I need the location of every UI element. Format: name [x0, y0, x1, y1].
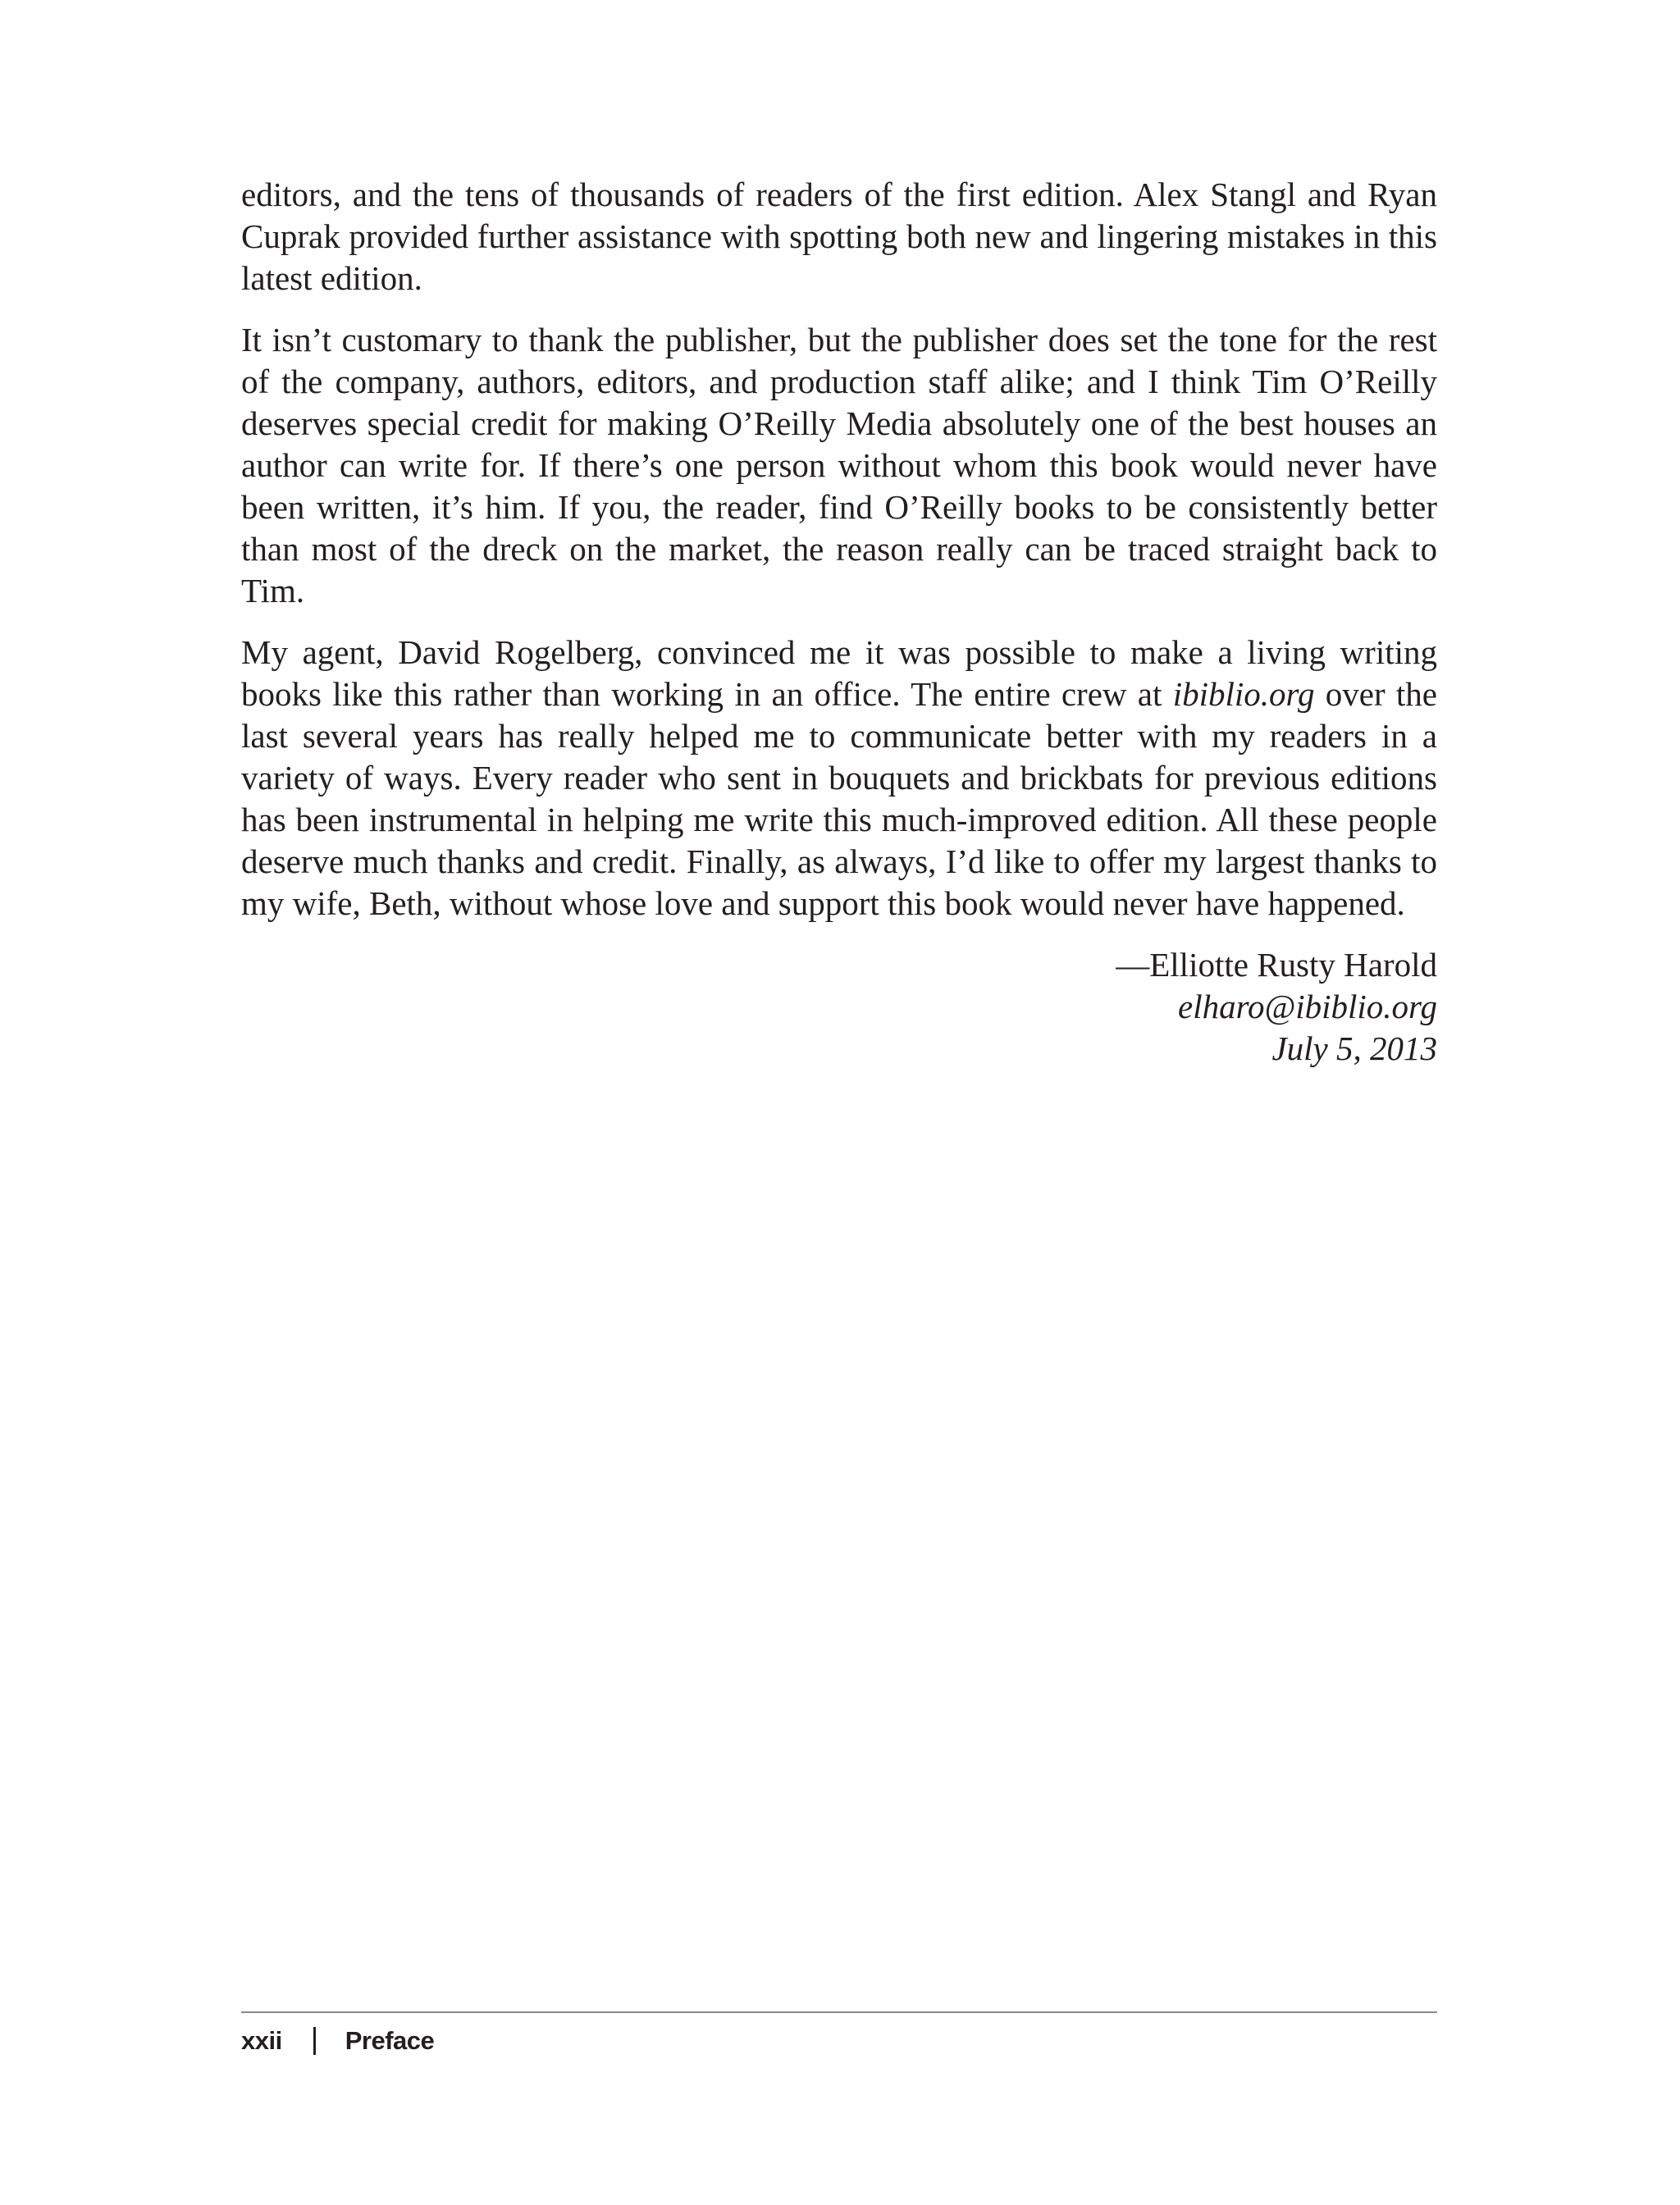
- paragraph-3: [241, 632, 1437, 924]
- section-title: Preface: [345, 2026, 435, 2055]
- paragraph-2: It isn’t customary to thank the publisher, but the publisher does set the tone for the rest of the company, authors, editors, and production staff alike; and I think Tim O’Reilly deserves special credit for making O’Reilly Media absolutely one of the best houses an author can write for. If there’s one person without whom this book would never have been written, it’s him. If you, the reader, find O’Reilly books to be consistently better than most of the dreck on the market, the reason really can be traced straight back to Tim.: [241, 321, 1437, 609]
- main-text: [241, 174, 1437, 1070]
- footer-separator: [313, 2027, 316, 2055]
- signature-email: elharo@ibiblio.org: [1178, 988, 1437, 1025]
- signature-block: [241, 944, 1437, 1070]
- paragraph-3-text-b: over the last several years has really helped me to communicate better with my readers in a variety of ways. Every reader who sent in bouquets and brickbats for previous editions has been instrumental in helping me write this much-improved edition. All these people deserve much thanks and credit. Finally, as always, I’d like to offer my largest thanks to my wife, Beth, without whose love and support this book would never have happened.: [241, 675, 1437, 922]
- signature-date: July 5, 2013: [1271, 1029, 1437, 1067]
- page-footer: [241, 2023, 434, 2059]
- ibiblio-link: ibiblio.org: [1172, 675, 1315, 713]
- footer-rule: [241, 2011, 1437, 2013]
- signature-name: —Elliotte Rusty Harold: [1116, 946, 1437, 984]
- paragraph-3-text-a: My agent, David Rogelberg, convinced me it was possible to make a living writing books like this rather than working in an office. The entire crew at: [241, 633, 1437, 713]
- paragraph-1: editors, and the tens of thousands of readers of the first edition. Alex Stangl and Ryan Cuprak provided further assistance with spotting both new and lingering mistakes in this latest edition.: [241, 176, 1437, 297]
- page-number: xxii: [241, 2026, 282, 2055]
